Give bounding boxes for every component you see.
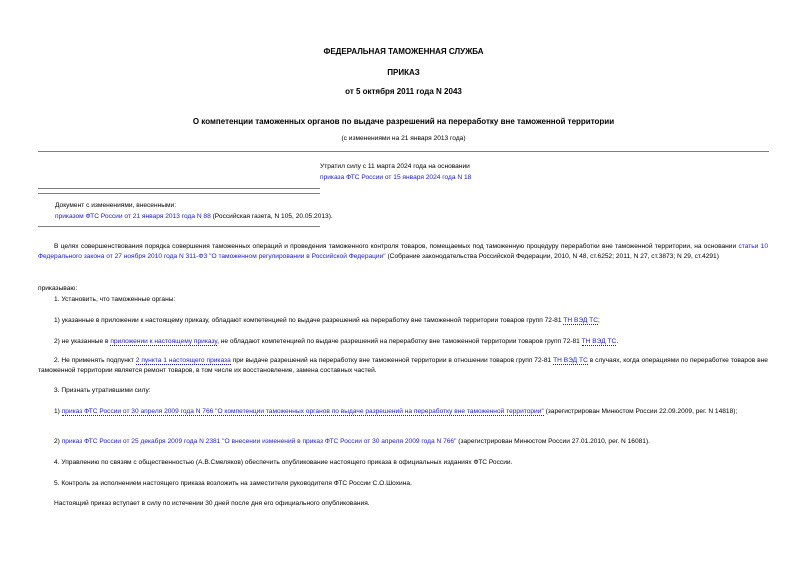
preamble-source: (Собрание законодательства Российской Федерации, 2010, N 48, ст.6252; 2011, N 27, ст.3873; N 29, ст.4291)	[385, 253, 719, 260]
item-3-sub-2-registration: (зарегистрирован Минюстом России 27.01.2010, рег. N 16081).	[456, 438, 650, 445]
divider	[38, 226, 320, 227]
order-2381-link[interactable]: приказ ФТС России от 25 декабря 2009 года N 2381 "О внесении изменений в приказ ФТС России от 30 апреля 2009 года N 766"	[61, 438, 457, 445]
changes-label: Документ с изменениями, внесенными:	[55, 202, 177, 209]
item-2	[38, 356, 768, 376]
tn-ved-link[interactable]: ТН ВЭД ТС	[563, 317, 598, 324]
item-2-end: в случаях, когда операциями по переработке товаров вне таможенной территории является ремонт товаров, в том числе их восстановление, замена составных частей.	[38, 357, 768, 374]
status-text: Утратил силу с 11 марта 2024 года на основании	[320, 163, 470, 170]
item-3-sub-2	[54, 437, 650, 447]
item-1-sub-2-text: 2) не указанные в	[54, 338, 111, 345]
item-3-sub-2-number: 2)	[54, 438, 62, 445]
item-3-sub-1-number: 1)	[54, 408, 62, 415]
item-4: 4. Управлению по связям с общественностью (А.В.Смеляков) обеспечить опубликование настоящего приказа в официальных изданиях ФТС России.	[54, 459, 513, 466]
changes-source: (Российская газета, N 105, 20.05.2013).	[210, 213, 333, 220]
tn-ved-link[interactable]: ТН ВЭД ТС	[581, 338, 617, 345]
document-title: О компетенции таможенных органов по выдаче разрешений на переработку вне таможенной территории	[192, 117, 615, 126]
effective-date-note: Настоящий приказ вступает в силу по истечении 30 дней после дня его официального опубликования.	[54, 500, 370, 507]
subitem-link[interactable]: 2 пункта 1 настоящего приказа	[135, 357, 231, 364]
agency-name: ФЕДЕРАЛЬНАЯ ТАМОЖЕННАЯ СЛУЖБА	[323, 47, 484, 56]
item-1-sub-1-text: 1) указанные в приложении к настоящему приказу, обладают компетенцией по выдаче разрешений на переработку вне таможенной территории товаров групп 72-81	[54, 317, 564, 324]
divider	[38, 193, 320, 194]
item-5: 5. Контроль за исполнением настоящего приказа возложить на заместителя руководителя ФТС России С.О.Шохина.	[54, 480, 412, 487]
document-type: ПРИКАЗ	[387, 68, 420, 77]
item-3: 3. Признать утратившими силу:	[54, 387, 151, 394]
order-766-link[interactable]: приказ ФТС России от 30 апреля 2009 года N 766 "О компетенции таможенных органов по выдаче разрешений на переработку вне таможенной территории"	[61, 408, 544, 415]
item-2-middle: при выдаче разрешений на переработку вне таможенной территории в отношении товаров групп 72-81	[230, 357, 554, 364]
order-word: приказываю:	[38, 285, 78, 292]
item-1-sub-1-end: ;	[597, 317, 600, 324]
changes-order-link[interactable]: приказом ФТС России от 21 января 2013 года N 88	[55, 213, 211, 220]
divider	[38, 188, 320, 189]
status-link[interactable]	[320, 173, 471, 183]
federal-law-link[interactable]: статьи 10 Федерального закона от 27 ноября 2010 года N 311-ФЗ "О таможенном регулировании в Российской Федерации"	[38, 243, 768, 260]
document-date-number: от 5 октября 2011 года N 2043	[345, 87, 462, 96]
tn-ved-link[interactable]: ТН ВЭД ТС	[553, 357, 588, 364]
item-1: 1. Установить, что таможенные органы:	[54, 296, 176, 303]
preamble-text: В целях совершенствования порядка совершения таможенных операций и проведения таможенного контроля товаров, помещаемых под таможенную процедуру переработки вне таможенной территории, на основании	[54, 243, 739, 250]
item-1-sub-1	[54, 316, 600, 326]
item-2-text: 2. Не применять подпункт	[54, 357, 136, 364]
amendment-note: (с изменениями на 21 января 2013 года)	[341, 135, 466, 142]
preamble-paragraph	[38, 242, 768, 262]
repeal-order-link[interactable]: приказа ФТС России от 15 января 2024 года N 18	[320, 174, 472, 181]
item-3-sub-1	[38, 407, 768, 417]
item-1-sub-2-end: .	[616, 338, 619, 345]
item-1-sub-2	[54, 337, 618, 347]
appendix-link[interactable]: приложении к настоящему приказу	[110, 338, 218, 345]
changes-line	[55, 212, 333, 222]
divider	[38, 151, 769, 152]
item-1-sub-2-middle: , не обладают компетенцией по выдаче разрешений на переработку вне таможенной территории товаров групп 72-81	[217, 338, 582, 345]
item-3-sub-1-registration: (зарегистрирован Минюстом России 22.09.2009, рег. N 14818);	[543, 408, 738, 415]
